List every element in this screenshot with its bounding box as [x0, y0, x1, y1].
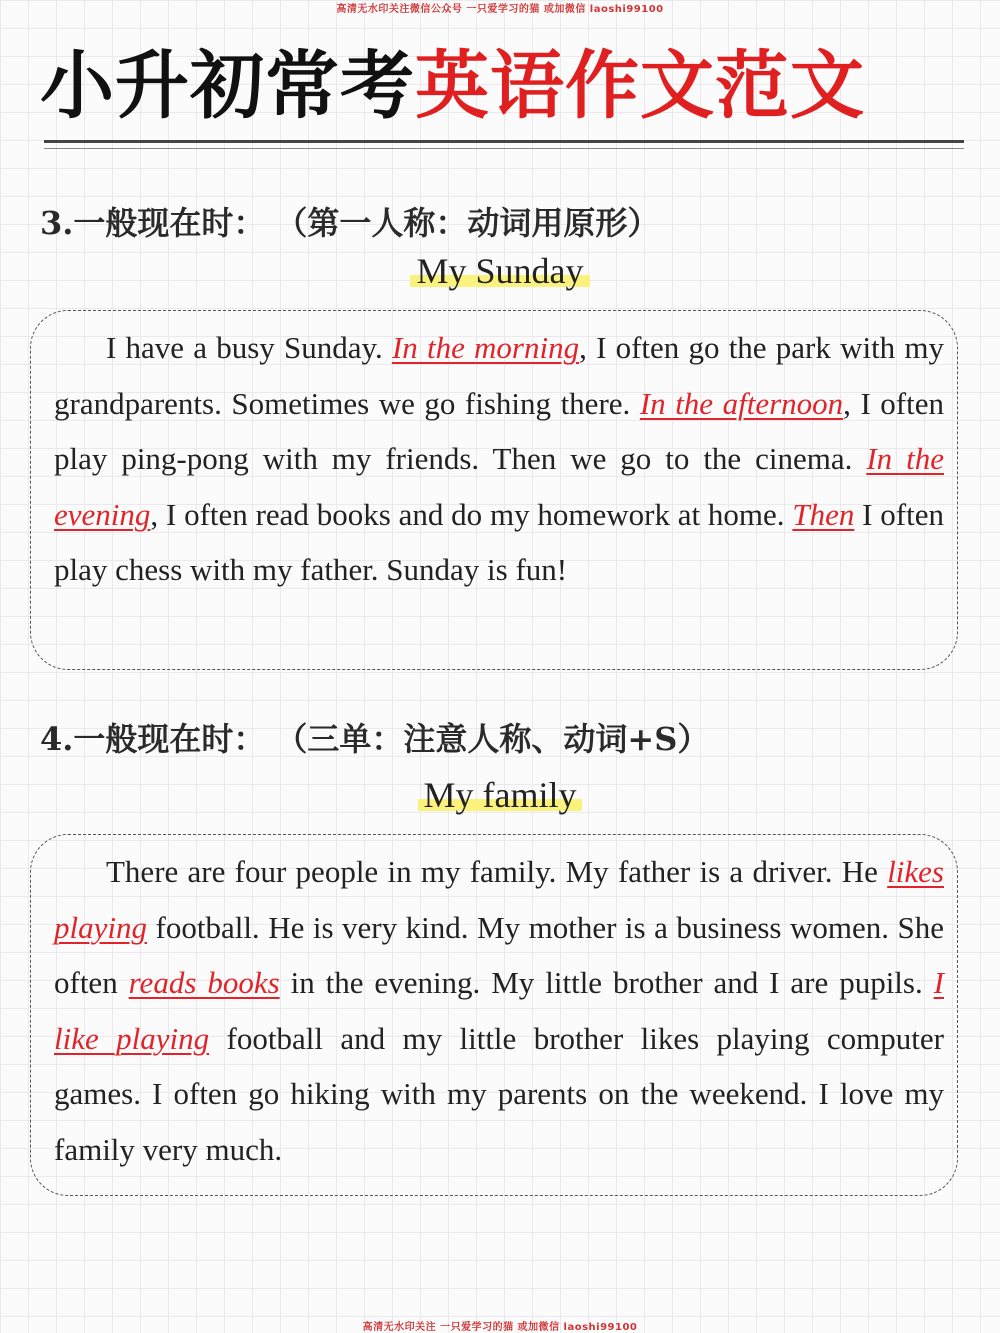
text-segment: football. He is very kind. My mother is a business women. She often — [54, 909, 944, 1000]
title-rule-thin — [44, 148, 964, 149]
section-3-heading-note: （第一人称：动词用原形） — [291, 204, 660, 242]
essay-title-text: My family — [418, 774, 583, 816]
highlight-phrase: reads books — [128, 965, 280, 1000]
text-segment: I have a busy Sunday. — [106, 330, 392, 365]
page-title — [40, 38, 970, 134]
highlight-phrase: In the evening — [54, 441, 944, 532]
section-3-heading — [40, 198, 659, 244]
essay-title-my-family — [0, 774, 1000, 816]
essay-title-my-sunday — [0, 250, 1000, 292]
highlight-phrase: In the afternoon — [639, 385, 844, 421]
highlight-phrase: likes playing — [54, 854, 944, 945]
text-segment: I often play chess with my father. Sunday is fun! — [54, 496, 944, 587]
highlight-phrase: Then — [792, 496, 855, 532]
highlight-phrase: I like playing — [54, 965, 944, 1056]
title-rule-thick — [44, 140, 964, 143]
section-4-heading-note: （三单：注意人称、动词+S） — [291, 720, 710, 758]
top-watermark: 高清无水印关注微信公众号 一只爱学习的猫 或加微信 laoshi99100 — [336, 4, 664, 15]
section-4-heading — [40, 714, 709, 760]
highlight-phrase: In the morning — [391, 330, 580, 365]
text-segment: There are four people in my family. My father is a driver. He — [106, 854, 888, 889]
section-4-heading-label: 4.一般现在时： — [40, 720, 266, 758]
essay-paragraph-2 — [54, 844, 944, 1177]
title-part-black: 小升初常考 — [40, 43, 415, 129]
bottom-watermark: 高清无水印关注 一只爱学习的猫 或加微信 laoshi99100 — [362, 1322, 638, 1333]
text-segment: football and my little brother likes playing computer games. I often go hiking with my parents on the weekend. I love my family very much. — [54, 1020, 944, 1167]
section-3-heading-label: 3.一般现在时： — [40, 204, 266, 242]
text-segment: in the evening. My little brother and I are pupils. — [279, 965, 934, 1000]
essay-title-text: My Sunday — [410, 250, 589, 292]
text-segment: , I often go the park with my grandparents. Sometimes we go fishing there. — [54, 330, 944, 421]
text-segment: , I often read books and do my homework at home. — [150, 496, 793, 532]
title-part-red: 英语作文范文 — [415, 43, 865, 129]
text-segment: , I often play ping-pong with my friends. Then we go to the cinema. — [54, 385, 944, 476]
essay-paragraph-1 — [54, 320, 944, 598]
